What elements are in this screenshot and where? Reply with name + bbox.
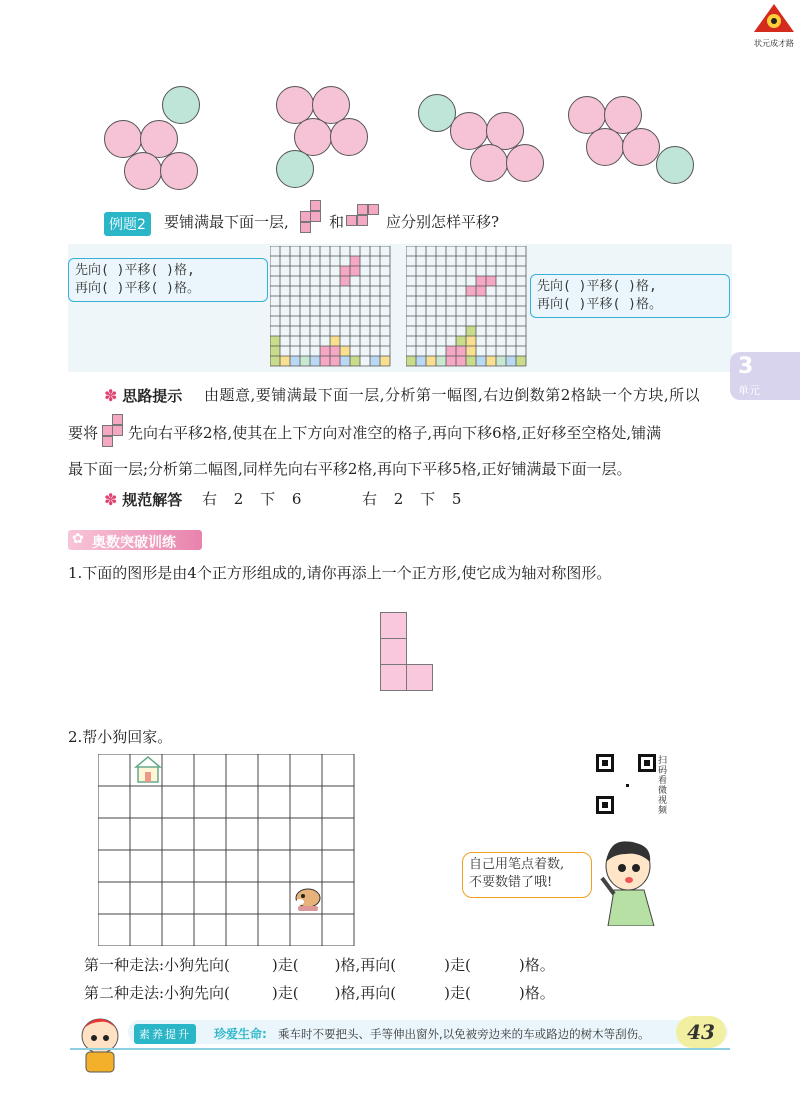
route-text: )格。	[518, 984, 555, 1002]
circle-figures	[0, 0, 800, 200]
circle	[470, 144, 508, 182]
unit-label: 单元	[738, 384, 760, 397]
house-icon	[136, 757, 160, 782]
speech-line: 自己用笔点着数,	[469, 857, 565, 872]
q2-text: 2.帮小狗回家。	[68, 728, 173, 746]
answer-value: 2	[393, 490, 404, 508]
right-bubble	[530, 274, 730, 318]
grid-cell	[466, 346, 476, 356]
answer-1	[202, 492, 301, 507]
answer-value: 右	[202, 490, 218, 508]
unit-number: 3	[738, 354, 754, 379]
left-bubble	[68, 258, 268, 302]
route-text: )走(	[271, 984, 299, 1002]
left-bubble-line: 再向( )平移( )格。	[75, 281, 200, 296]
route-text: )走(	[271, 956, 299, 974]
grid-cell	[340, 356, 350, 366]
answer-value: 右	[362, 490, 378, 508]
grid-cell	[310, 356, 320, 366]
circle	[330, 118, 368, 156]
circle	[586, 128, 624, 166]
route-text: )走(	[444, 984, 471, 1002]
unit-tab	[730, 352, 800, 400]
answer-2	[362, 492, 461, 507]
footer-text: 乘车时不要把头、手等伸出窗外,以免被旁边来的车或路边的树木等刮伤。	[278, 1027, 650, 1041]
grid-cell	[486, 356, 496, 366]
answer-value: 下	[420, 490, 436, 508]
section-header-text: 奥数突破训练	[92, 535, 176, 551]
grid-cell	[320, 346, 330, 356]
answer-value: 5	[451, 490, 462, 508]
grid-cell	[456, 346, 466, 356]
hint-title-row	[104, 388, 182, 404]
grid-cell	[476, 286, 486, 296]
section-header	[68, 530, 202, 550]
route-text: )走(	[444, 956, 471, 974]
step-shape-icon	[346, 204, 386, 234]
grid-cell	[300, 356, 310, 366]
route-text: )格,再向(	[334, 956, 397, 974]
answer-value: 2	[233, 490, 244, 508]
grid-cell	[416, 356, 426, 366]
grid-cell	[380, 356, 390, 366]
grid-cell	[456, 336, 466, 346]
flower-icon: ✽	[104, 490, 118, 509]
flower-icon: ✽	[104, 386, 118, 405]
grid-cell	[340, 346, 350, 356]
hint-title: 思路提示	[122, 387, 183, 405]
circle	[124, 152, 162, 190]
example-question-mid: 和	[329, 213, 345, 231]
hint-line2-suffix: 先向右平移2格,使其在上下方向对准空的格子,再向下移6格,正好移至空格处,铺满	[128, 424, 662, 442]
route-text: 第二种走法:小狗先向(	[84, 984, 230, 1002]
route-2	[84, 986, 555, 1001]
grid-cell	[466, 286, 476, 296]
route-text: 第一种走法:小狗先向(	[84, 956, 230, 974]
grid-cell	[270, 356, 280, 366]
l-shape-figure	[380, 612, 434, 692]
right-bubble-line: 再向( )平移( )格。	[537, 297, 662, 312]
circle	[622, 128, 660, 166]
route-text: )格,再向(	[334, 984, 397, 1002]
grid-cell	[370, 356, 380, 366]
grid-cell	[446, 356, 456, 366]
speech-bubble	[462, 852, 592, 898]
answer-value: 6	[291, 490, 302, 508]
boy-icon	[596, 836, 666, 926]
footer-line	[70, 1048, 730, 1050]
grid-cell	[496, 356, 506, 366]
q1-text: 1.下面的图形是由4个正方形组成的,请你再添上一个正方形,使它成为轴对称图形。	[68, 564, 612, 582]
speech-line: 不要数错了哦!	[469, 875, 553, 890]
grid-cell	[426, 356, 436, 366]
hint-line2-prefix: 要将	[68, 424, 99, 442]
dog-icon	[296, 889, 320, 911]
qr-code-icon	[596, 754, 656, 814]
grid-cell	[340, 266, 350, 276]
page-number: 43	[687, 1020, 715, 1044]
grid-cell	[406, 356, 416, 366]
grid-cell	[466, 356, 476, 366]
answer-value: 下	[260, 490, 276, 508]
grid-cell	[456, 356, 466, 366]
route-text: )格。	[518, 956, 555, 974]
footer-title: 珍爱生命:	[214, 1027, 267, 1041]
grid-cell	[476, 356, 486, 366]
right-grid	[406, 246, 530, 370]
qr-label: 扫码看微视频	[658, 756, 668, 816]
grid-cell	[436, 356, 446, 366]
cross-shape-icon	[300, 200, 330, 240]
grid-cell	[280, 356, 290, 366]
footer-badge: 素养提升	[134, 1024, 196, 1044]
grid-cell	[350, 256, 360, 266]
grid-cell	[270, 346, 280, 356]
page-number-badge	[676, 1016, 726, 1048]
answer-title: 规范解答	[122, 491, 183, 509]
grid-cell	[446, 346, 456, 356]
grid-cell	[476, 276, 486, 286]
circle	[162, 86, 200, 124]
grid-cell	[350, 356, 360, 366]
example-question-suffix: 应分别怎样平移?	[386, 213, 500, 231]
grid-cell	[516, 356, 526, 366]
grid-cell	[330, 346, 340, 356]
circle	[506, 144, 544, 182]
grid-cell	[330, 356, 340, 366]
grid-cell	[330, 336, 340, 346]
right-bubble-line: 先向( )平移( )格,	[537, 279, 657, 294]
grid-cell	[350, 266, 360, 276]
circle	[656, 146, 694, 184]
answer-row	[104, 492, 182, 508]
mascot-icon	[68, 1010, 132, 1074]
left-bubble-line: 先向( )平移( )格,	[75, 263, 195, 278]
qr-code[interactable]	[596, 754, 656, 814]
hint-line1: 由题意,要铺满最下面一层,分析第一幅图,右边倒数第2格缺一个方块,所以	[204, 386, 701, 404]
circle	[160, 152, 198, 190]
corner-logo-text: 状元成才路	[754, 39, 794, 48]
grid-cell	[320, 356, 330, 366]
grid-cell	[270, 336, 280, 346]
grid-cell	[340, 276, 350, 286]
hint-line3: 最下面一层;分析第二幅图,同样先向右平移2格,再向下平移5格,正好铺满最下面一层。	[68, 460, 632, 478]
grid-cell	[290, 356, 300, 366]
example-tag: 例题2	[104, 212, 151, 236]
dog-grid	[98, 754, 358, 946]
example-question-prefix: 要铺满最下面一层,	[164, 213, 289, 231]
circle	[276, 150, 314, 188]
paw-icon: ✿	[72, 531, 84, 547]
route-1	[84, 958, 555, 973]
grid-cell	[506, 356, 516, 366]
left-grid	[270, 246, 394, 370]
grid-cell	[466, 336, 476, 346]
grid-cell	[466, 326, 476, 336]
grid-cell	[486, 276, 496, 286]
